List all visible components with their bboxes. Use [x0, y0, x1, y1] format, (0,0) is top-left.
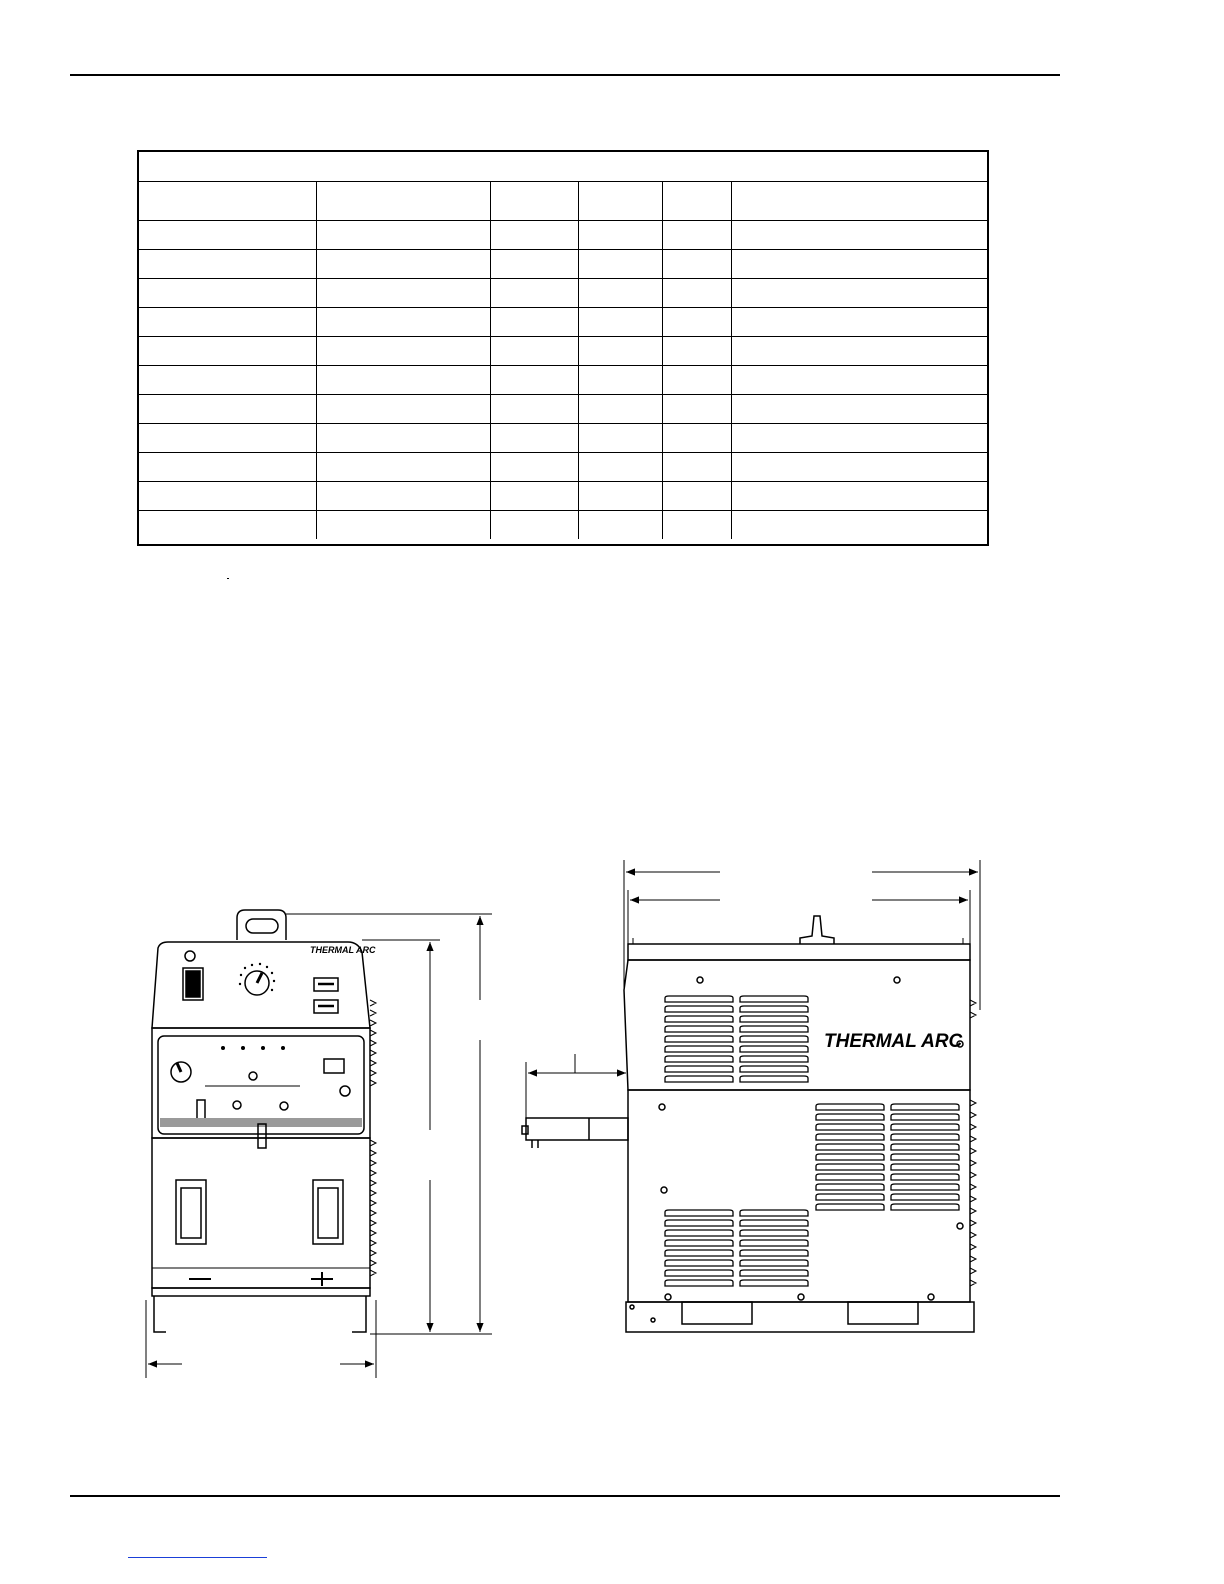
lift-handle-slot [246, 919, 278, 933]
louver-slot [740, 1280, 808, 1286]
selector-button [249, 1072, 257, 1080]
side-view-drawing [522, 860, 980, 1332]
louver-slot [665, 1076, 733, 1082]
louver-slot [891, 1104, 959, 1110]
louver-slot [740, 1250, 808, 1256]
footer-rule [70, 1495, 1060, 1497]
louver-slot [740, 1270, 808, 1276]
louver-slot [665, 1006, 733, 1012]
base-skid [626, 1302, 974, 1332]
louver-slot [740, 1220, 808, 1226]
upper-body [624, 960, 970, 1090]
small-display [324, 1059, 344, 1073]
louver-slot [891, 1184, 959, 1190]
louver-slot [665, 1026, 733, 1032]
louver-slot [891, 1124, 959, 1130]
louver-slot [816, 1144, 884, 1150]
louver-slot [665, 1036, 733, 1042]
louver-slot [740, 1016, 808, 1022]
louver-slot [665, 1280, 733, 1286]
louver-slot [816, 1154, 884, 1160]
louver-slot [665, 1210, 733, 1216]
remote-socket [233, 1101, 241, 1109]
louver-slot [816, 1114, 884, 1120]
top-cap [628, 944, 970, 960]
footer-link[interactable] [128, 1557, 267, 1558]
gray-strip [160, 1118, 362, 1127]
forklift-slot-right [848, 1302, 918, 1324]
forklift-slot-left [682, 1302, 752, 1324]
louver-slot [740, 996, 808, 1002]
louver-slot [665, 1220, 733, 1226]
louver-slot [740, 1066, 808, 1072]
louver-slot [665, 1270, 733, 1276]
louver-slot [816, 1164, 884, 1170]
louver-slot [891, 1154, 959, 1160]
louver-slot [665, 1046, 733, 1052]
left-foot [154, 1296, 166, 1332]
louver-slot [665, 1230, 733, 1236]
louver-slot [816, 1194, 884, 1200]
front-view-drawing [146, 910, 492, 1378]
adjust-knob [340, 1086, 350, 1096]
louver-slot [816, 1184, 884, 1190]
indicator-lamp-icon [185, 951, 195, 961]
side-logo: THERMAL ARC [824, 1031, 963, 1052]
power-switch-rocker [186, 971, 200, 997]
louver-slot [740, 1046, 808, 1052]
louver-slot [665, 1260, 733, 1266]
dial-scale-ticks [239, 963, 275, 991]
louver-slot [891, 1174, 959, 1180]
side-fins [970, 1000, 976, 1286]
louver-slot [740, 1240, 808, 1246]
louver-slot [740, 1036, 808, 1042]
side-cable-connector [526, 1118, 628, 1140]
door-latch [258, 1124, 266, 1148]
louver-slot [740, 1076, 808, 1082]
cooling-fins [370, 1000, 376, 1276]
front-logo: THERMAL ARC [310, 945, 376, 955]
louver-slot [665, 1066, 733, 1072]
louver-slot [816, 1104, 884, 1110]
top-handle [800, 916, 834, 944]
louver-slot [665, 1250, 733, 1256]
louver-slot [740, 1026, 808, 1032]
louver-slot [816, 1134, 884, 1140]
louver-slot [665, 1056, 733, 1062]
right-foot [352, 1296, 366, 1332]
base-rail [152, 1288, 370, 1296]
louver-slot [740, 1056, 808, 1062]
louver-slot [816, 1204, 884, 1210]
louver-slot [816, 1124, 884, 1130]
gas-fitting [280, 1102, 288, 1110]
louver-slot [740, 1230, 808, 1236]
louver-slot [891, 1204, 959, 1210]
louver-slot [816, 1174, 884, 1180]
louver-slot [740, 1006, 808, 1012]
louver-slot [891, 1164, 959, 1170]
louver-slot [665, 996, 733, 1002]
louver-slot [891, 1144, 959, 1150]
louver-slot [891, 1114, 959, 1120]
louver-slot [740, 1260, 808, 1266]
louver-slot [740, 1210, 808, 1216]
louver-slot [665, 1240, 733, 1246]
louver-slot [891, 1194, 959, 1200]
louver-slot [665, 1016, 733, 1022]
louver-slot [891, 1134, 959, 1140]
